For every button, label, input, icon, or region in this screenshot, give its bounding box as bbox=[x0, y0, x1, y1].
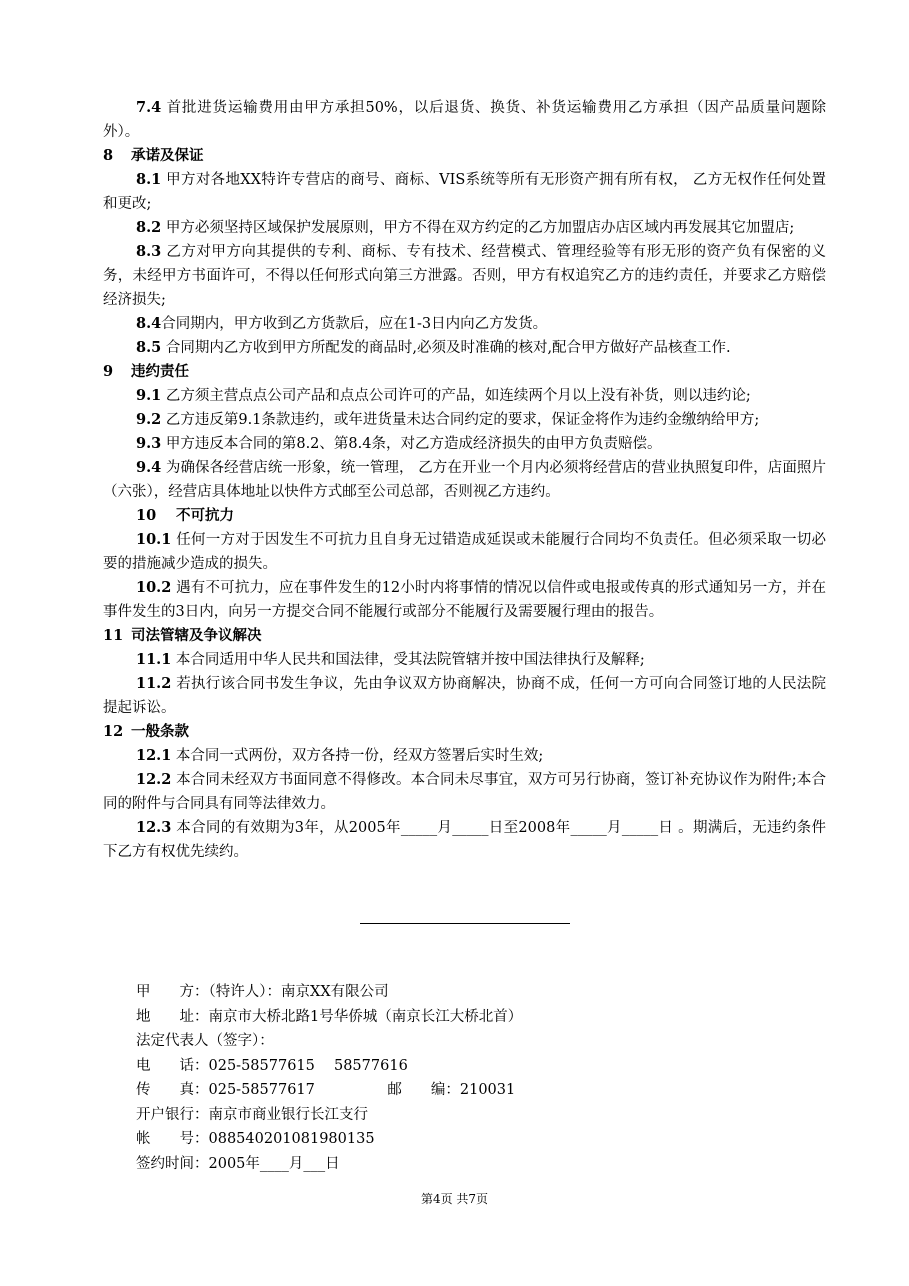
clause-text: 乙方违反第9.1条款违约，或年进货量未达合同约定的要求，保证金将作为违约金缴纳给甲方; bbox=[161, 412, 760, 428]
clause-item bbox=[103, 456, 826, 504]
clause-item bbox=[103, 168, 826, 216]
clause-item bbox=[103, 336, 826, 360]
clause-number: 9.1 bbox=[136, 387, 162, 404]
clause-number: 8.4 bbox=[136, 315, 162, 332]
clause-item bbox=[103, 576, 826, 624]
section-number: 11 bbox=[103, 627, 124, 644]
clause-item bbox=[103, 816, 826, 864]
clause-item bbox=[103, 744, 826, 768]
clause-text: 为确保各经营店统一形象，统一管理， 乙方在开业一个月内必须将经营店的营业执照复印件，店面照片（六张），经营店具体地址以快件方式邮至公司总部，否则视乙方违约。 bbox=[103, 460, 826, 500]
section-title: 不可抗力 bbox=[176, 507, 234, 524]
section-title: 司法管辖及争议解决 bbox=[131, 627, 262, 644]
signature-line: 签约时间：2005年____月___日 bbox=[136, 1155, 340, 1172]
section-title: 承诺及保证 bbox=[131, 147, 204, 164]
clause-number: 12.1 bbox=[136, 747, 172, 764]
signature-line: 电 话：025-58577615 58577616 bbox=[136, 1057, 408, 1074]
clause-text: 合同期内乙方收到甲方所配发的商品时,必须及时准确的核对,配合甲方做好产品核查工作. bbox=[161, 340, 731, 356]
section-heading bbox=[103, 360, 826, 384]
clause-text: 本合同的有效期为3年，从2005年_____月_____日至2008年_____月_____日 。期满后，无违约条件下乙方有权优先续约。 bbox=[103, 820, 826, 860]
clause-item bbox=[103, 768, 826, 816]
clause-text: 任何一方对于因发生不可抗力且自身无过错造成延误或未能履行合同均不负责任。但必须采取一切必要的措施减少造成的损失。 bbox=[103, 532, 826, 572]
section-title: 一般条款 bbox=[131, 723, 189, 740]
clause-text: 本合同未经双方书面同意不得修改。本合同未尽事宜，双方可另行协商，签订补充协议作为附件;本合同的附件与合同具有同等法律效力。 bbox=[103, 772, 826, 812]
clause-text: 遇有不可抗力，应在事件发生的12小时内将事情的情况以信件或电报或传真的形式通知另一方，并在事件发生的3日内，向另一方提交合同不能履行或部分不能履行及需要履行理由的报告。 bbox=[103, 580, 826, 620]
clause-text: 甲方必须坚持区域保护发展原则，甲方不得在双方约定的乙方加盟店办店区域内再发展其它加盟店; bbox=[161, 220, 795, 236]
clause-item bbox=[103, 96, 826, 144]
clause-text: 乙方须主营点点公司产品和点点公司许可的产品，如连续两个月以上没有补货，则以违约论; bbox=[161, 388, 751, 404]
clause-text: 甲方对各地XX特许专营店的商号、商标、VIS系统等所有无形资产拥有所有权， 乙方无权作任何处置和更改; bbox=[103, 172, 826, 212]
contract-body bbox=[103, 96, 826, 864]
separator-line bbox=[360, 923, 570, 924]
section-title: 违约责任 bbox=[131, 363, 189, 380]
signature-line: 法定代表人（签字）： bbox=[136, 1033, 274, 1049]
signature-line: 地 址：南京市大桥北路1号华侨城（南京长江大桥北首） bbox=[136, 1008, 523, 1025]
clause-item bbox=[103, 384, 826, 408]
clause-number: 10.2 bbox=[136, 579, 172, 596]
clause-number: 11.2 bbox=[136, 675, 172, 692]
clause-number: 8.1 bbox=[136, 171, 162, 188]
clause-text: 合同期内，甲方收到乙方货款后，应在1-3日内向乙方发货。 bbox=[161, 316, 548, 332]
section-number: 12 bbox=[103, 723, 124, 740]
clause-number: 8.5 bbox=[136, 339, 162, 356]
clause-text: 乙方对甲方向其提供的专利、商标、专有技术、经营模式、管理经验等有形无形的资产负有保密的义务，未经甲方书面许可，不得以任何形式向第三方泄露。否则，甲方有权追究乙方的违约责任，并要求乙方赔偿经济损失; bbox=[103, 244, 826, 308]
signature-line: 帐 号：088540201081980135 bbox=[136, 1131, 375, 1147]
clause-item bbox=[103, 432, 826, 456]
section-number: 9 bbox=[103, 363, 114, 380]
clause-text: 首批进货运输费用由甲方承担50%，以后退货、换货、补货运输费用乙方承担（因产品质量问题除外）。 bbox=[103, 100, 826, 140]
clause-item bbox=[103, 648, 826, 672]
clause-item bbox=[103, 240, 826, 312]
clause-number: 9.2 bbox=[136, 411, 162, 428]
clause-number: 9.4 bbox=[136, 459, 162, 476]
clause-number: 11.1 bbox=[136, 651, 172, 668]
clause-number: 7.4 bbox=[136, 99, 162, 116]
section-heading bbox=[103, 144, 826, 168]
clause-number: 12.3 bbox=[136, 819, 172, 836]
signature-line: 甲 方：（特许人）：南京XX有限公司 bbox=[136, 984, 389, 1000]
clause-number: 8.2 bbox=[136, 219, 162, 236]
clause-number: 8.3 bbox=[136, 243, 162, 260]
clause-text: 若执行该合同书发生争议，先由争议双方协商解决，协商不成，任何一方可向合同签订地的人民法院提起诉讼。 bbox=[103, 676, 826, 716]
page-footer: 第4页 共7页 bbox=[420, 1192, 489, 1206]
section-number: 10 bbox=[136, 507, 157, 524]
section-heading bbox=[103, 720, 826, 744]
clause-item bbox=[103, 216, 826, 240]
clause-text: 本合同一式两份，双方各持一份，经双方签署后实时生效; bbox=[171, 748, 544, 764]
clause-number: 10.1 bbox=[136, 531, 172, 548]
clause-item bbox=[103, 312, 826, 336]
clause-item bbox=[103, 672, 826, 720]
section-heading bbox=[103, 624, 826, 648]
section-heading bbox=[103, 504, 826, 528]
clause-number: 9.3 bbox=[136, 435, 162, 452]
signature-line: 开户银行：南京市商业银行长江支行 bbox=[136, 1106, 368, 1123]
clause-text: 本合同适用中华人民共和国法律，受其法院管辖并按中国法律执行及解释; bbox=[171, 652, 645, 668]
clause-number: 12.2 bbox=[136, 771, 172, 788]
section-number: 8 bbox=[103, 147, 114, 164]
signature-block bbox=[136, 980, 522, 1176]
clause-item bbox=[103, 528, 826, 576]
signature-line: 传 真：025-58577617 邮 编：210031 bbox=[136, 1082, 516, 1098]
clause-item bbox=[103, 408, 826, 432]
clause-text: 甲方违反本合同的第8.2、第8.4条，对乙方造成经济损失的由甲方负责赔偿。 bbox=[161, 436, 662, 452]
